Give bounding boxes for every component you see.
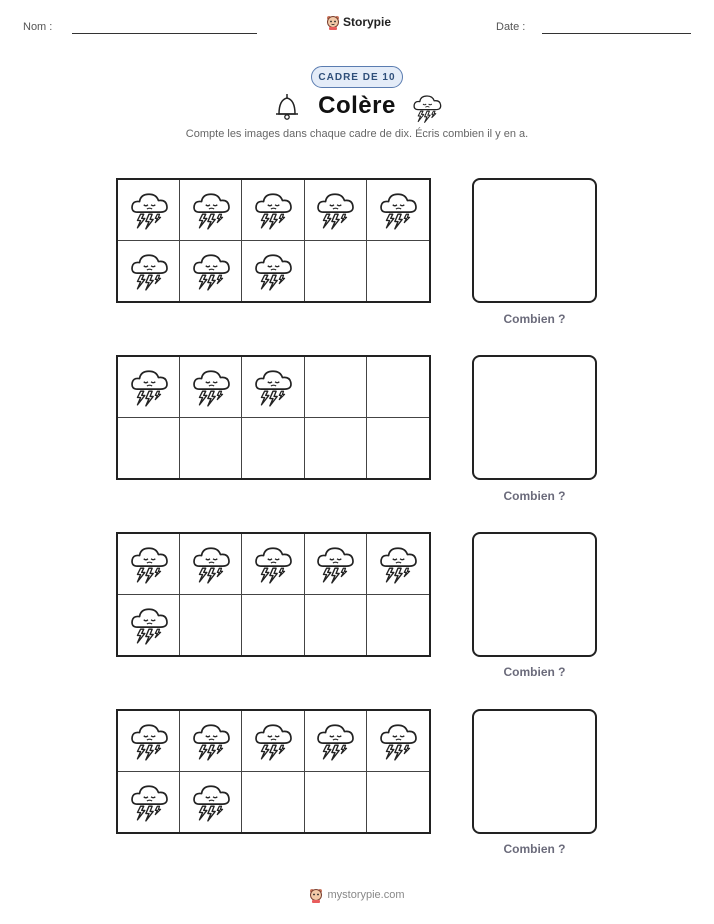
ten-frame-cell xyxy=(367,418,429,479)
ten-frame-cell xyxy=(118,711,180,772)
name-label: Nom : xyxy=(23,21,53,33)
brand-logo xyxy=(326,14,391,30)
ten-frame-cell xyxy=(305,534,367,595)
storm-cloud-icon xyxy=(190,720,232,762)
answer-prompt: Combien ? xyxy=(503,665,566,679)
ten-frame-cell xyxy=(118,595,180,656)
answer-box[interactable] xyxy=(472,532,597,657)
ten-frame-cell xyxy=(118,241,180,302)
answer-prompt: Combien ? xyxy=(503,489,566,503)
ten-frame-cell xyxy=(367,711,429,772)
ten-frame xyxy=(116,709,431,834)
page-title: Colère xyxy=(318,92,396,119)
ten-frame-cell xyxy=(242,241,304,302)
storm-cloud-icon xyxy=(128,250,170,292)
ten-frame-cell xyxy=(367,534,429,595)
ten-frame-cell xyxy=(242,772,304,833)
storypie-mascot-icon xyxy=(326,14,340,30)
ten-frame xyxy=(116,355,431,480)
storm-cloud-icon xyxy=(252,543,294,585)
ten-frame-cell xyxy=(305,357,367,418)
ten-frame-cell xyxy=(180,180,242,241)
ten-frame-cell xyxy=(367,772,429,833)
storm-cloud-icon xyxy=(314,720,356,762)
ten-frame-cell xyxy=(367,241,429,302)
storm-cloud-icon xyxy=(377,189,419,231)
storm-cloud-icon xyxy=(128,781,170,823)
answer-box[interactable] xyxy=(472,355,597,480)
ten-frame-cell xyxy=(118,418,180,479)
ten-frame-cell xyxy=(180,241,242,302)
ten-frame-cell xyxy=(305,772,367,833)
storm-cloud-icon xyxy=(190,543,232,585)
storm-cloud-icon xyxy=(128,366,170,408)
storm-cloud-icon xyxy=(411,92,443,124)
ten-frame-cell xyxy=(305,180,367,241)
storm-cloud-icon xyxy=(128,604,170,646)
storm-cloud-icon xyxy=(252,250,294,292)
storm-cloud-icon xyxy=(314,189,356,231)
section-badge: CADRE DE 10 xyxy=(311,66,403,88)
ten-frame-cell xyxy=(242,418,304,479)
ten-frame-cell xyxy=(118,534,180,595)
ten-frame-cell xyxy=(305,595,367,656)
ten-frame-cell xyxy=(242,180,304,241)
name-write-line[interactable] xyxy=(72,33,257,34)
storm-cloud-icon xyxy=(377,543,419,585)
footer-url: mystorypie.com xyxy=(327,889,405,901)
ten-frame-cell xyxy=(118,180,180,241)
ten-frame-cell xyxy=(180,595,242,656)
storm-cloud-icon xyxy=(252,189,294,231)
storm-cloud-icon xyxy=(252,720,294,762)
answer-box[interactable] xyxy=(472,709,597,834)
storypie-mascot-icon xyxy=(309,887,323,903)
answer-box[interactable] xyxy=(472,178,597,303)
ten-frame-cell xyxy=(367,595,429,656)
ten-frame-cell xyxy=(367,180,429,241)
storm-cloud-icon xyxy=(190,250,232,292)
ten-frame-cell xyxy=(242,534,304,595)
ten-frame xyxy=(116,532,431,657)
storm-cloud-icon xyxy=(314,543,356,585)
brand-name: Storypie xyxy=(343,15,392,29)
ten-frame-cell xyxy=(242,711,304,772)
storm-cloud-icon xyxy=(128,543,170,585)
footer xyxy=(0,887,714,903)
ten-frame-cell xyxy=(242,595,304,656)
storm-cloud-icon xyxy=(128,720,170,762)
answer-prompt: Combien ? xyxy=(503,312,566,326)
storm-cloud-icon xyxy=(190,366,232,408)
ten-frame-cell xyxy=(305,241,367,302)
storm-cloud-icon xyxy=(190,781,232,823)
ten-frame-cell xyxy=(180,534,242,595)
ten-frame-cell xyxy=(180,711,242,772)
storm-cloud-icon xyxy=(190,189,232,231)
ten-frame-cell xyxy=(180,418,242,479)
date-label: Date : xyxy=(496,21,526,33)
date-write-line[interactable] xyxy=(542,33,691,34)
answer-prompt: Combien ? xyxy=(503,842,566,856)
ten-frame-cell xyxy=(180,772,242,833)
ten-frame-cell xyxy=(180,357,242,418)
storm-cloud-icon xyxy=(128,189,170,231)
ten-frame-cell xyxy=(118,357,180,418)
storm-cloud-icon xyxy=(252,366,294,408)
instructions: Compte les images dans chaque cadre de dix. Écris combien il y en a. xyxy=(185,128,529,140)
storm-cloud-icon xyxy=(377,720,419,762)
ten-frame-cell xyxy=(367,357,429,418)
ten-frame-cell xyxy=(242,357,304,418)
ten-frame xyxy=(116,178,431,303)
ten-frame-cell xyxy=(118,772,180,833)
ten-frame-cell xyxy=(305,711,367,772)
ten-frame-cell xyxy=(305,418,367,479)
